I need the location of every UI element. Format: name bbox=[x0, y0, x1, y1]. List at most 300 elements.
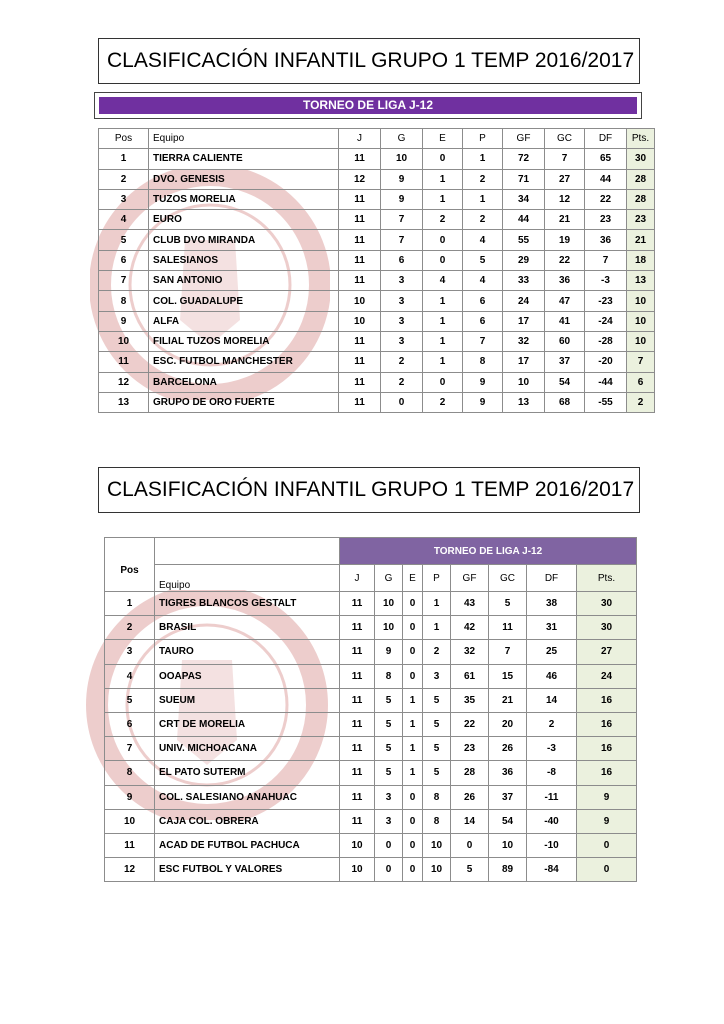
table-cell: -3 bbox=[585, 271, 627, 291]
table-row bbox=[105, 616, 637, 640]
table-cell: 16 bbox=[577, 688, 637, 712]
table-cell: 2 bbox=[463, 169, 503, 189]
table-cell: 54 bbox=[489, 809, 527, 833]
table-cell: 32 bbox=[503, 331, 545, 351]
col-header-gc: GC bbox=[545, 129, 585, 149]
table-cell: 0 bbox=[451, 833, 489, 857]
table-cell: 5 bbox=[423, 712, 451, 736]
table-cell: 5 bbox=[489, 592, 527, 616]
table-cell: 4 bbox=[423, 271, 463, 291]
table-cell: TAURO bbox=[155, 640, 340, 664]
table-cell: 22 bbox=[585, 189, 627, 209]
table-cell: 1 bbox=[423, 616, 451, 640]
table-cell: 0 bbox=[375, 833, 403, 857]
table-cell: 24 bbox=[577, 664, 637, 688]
table1-header-row bbox=[99, 129, 655, 149]
table-cell: 28 bbox=[627, 169, 655, 189]
table-cell: 0 bbox=[403, 833, 423, 857]
table-cell: 2 bbox=[423, 392, 463, 412]
table-cell: 11 bbox=[340, 664, 375, 688]
table-cell: 19 bbox=[545, 230, 585, 250]
table-cell: -10 bbox=[527, 833, 577, 857]
table-cell: 25 bbox=[527, 640, 577, 664]
table-row bbox=[99, 271, 655, 291]
table-cell: 0 bbox=[403, 785, 423, 809]
col-header-pts: Pts. bbox=[627, 129, 655, 149]
table-cell: 10 bbox=[340, 833, 375, 857]
table-cell: 5 bbox=[375, 761, 403, 785]
col-header-j: J bbox=[339, 129, 381, 149]
table-cell: 11 bbox=[340, 616, 375, 640]
table-cell: -44 bbox=[585, 372, 627, 392]
table-cell: 3 bbox=[381, 291, 423, 311]
col-header-pos-2 bbox=[105, 538, 155, 592]
table-cell: 54 bbox=[545, 372, 585, 392]
table-cell: 0 bbox=[403, 858, 423, 882]
page-title-2: CLASIFICACIÓN INFANTIL GRUPO 1 TEMP 2016/2017 bbox=[98, 467, 640, 513]
table-cell: 5 bbox=[105, 688, 155, 712]
table-cell: EL PATO SUTERM bbox=[155, 761, 340, 785]
table-cell: 35 bbox=[451, 688, 489, 712]
table-cell: 11 bbox=[339, 149, 381, 169]
table-cell: 30 bbox=[577, 616, 637, 640]
table-cell: 2 bbox=[463, 210, 503, 230]
table-cell: 10 bbox=[627, 331, 655, 351]
table-cell: 10 bbox=[340, 858, 375, 882]
table-cell: 1 bbox=[463, 189, 503, 209]
table1-header-band bbox=[94, 92, 642, 119]
table-row bbox=[105, 809, 637, 833]
table-cell: 27 bbox=[545, 169, 585, 189]
table-cell: 11 bbox=[339, 352, 381, 372]
table-cell: -28 bbox=[585, 331, 627, 351]
table-cell: 15 bbox=[489, 664, 527, 688]
table-cell: 5 bbox=[423, 688, 451, 712]
table-row bbox=[99, 392, 655, 412]
table-cell: 44 bbox=[503, 210, 545, 230]
col-header-gc-2: GC bbox=[489, 565, 527, 592]
table-cell: 42 bbox=[451, 616, 489, 640]
table-cell: 0 bbox=[381, 392, 423, 412]
col-header-pos: Pos bbox=[99, 129, 149, 149]
table-cell: 13 bbox=[503, 392, 545, 412]
table-cell: DVO. GENESIS bbox=[149, 169, 339, 189]
col-header-gf: GF bbox=[503, 129, 545, 149]
table-cell: 0 bbox=[403, 809, 423, 833]
table-cell: -8 bbox=[527, 761, 577, 785]
col-header-pos-2-label: Pos bbox=[120, 565, 139, 576]
table-cell: 4 bbox=[463, 271, 503, 291]
table-cell: 7 bbox=[99, 271, 149, 291]
table-cell: 43 bbox=[451, 592, 489, 616]
table-cell: 12 bbox=[99, 372, 149, 392]
table-cell: 10 bbox=[375, 616, 403, 640]
table2-band-label: TORNEO DE LIGA J-12 bbox=[340, 538, 637, 565]
table-cell: -40 bbox=[527, 809, 577, 833]
table-cell: 1 bbox=[423, 331, 463, 351]
table-cell: 7 bbox=[545, 149, 585, 169]
table-cell: 6 bbox=[627, 372, 655, 392]
table-cell: CAJA COL. OBRERA bbox=[155, 809, 340, 833]
table-row bbox=[105, 592, 637, 616]
table-cell: 0 bbox=[577, 833, 637, 857]
table-cell: 21 bbox=[545, 210, 585, 230]
standings-table-2 bbox=[104, 537, 637, 882]
col-header-team: Equipo bbox=[149, 129, 339, 149]
table-cell: 11 bbox=[105, 833, 155, 857]
table-cell: 47 bbox=[545, 291, 585, 311]
table-cell: -24 bbox=[585, 311, 627, 331]
table-cell: 71 bbox=[503, 169, 545, 189]
table-cell: 10 bbox=[381, 149, 423, 169]
table-cell: 38 bbox=[527, 592, 577, 616]
table-cell: BRASIL bbox=[155, 616, 340, 640]
table-row bbox=[105, 785, 637, 809]
table-cell: 9 bbox=[381, 189, 423, 209]
table-cell: 33 bbox=[503, 271, 545, 291]
table-cell: 16 bbox=[577, 712, 637, 736]
table-cell: 2 bbox=[527, 712, 577, 736]
table-cell: FILIAL TUZOS MORELIA bbox=[149, 331, 339, 351]
table-cell: 16 bbox=[577, 737, 637, 761]
table-cell: 17 bbox=[503, 352, 545, 372]
table-cell: 30 bbox=[577, 592, 637, 616]
table-cell: 10 bbox=[99, 331, 149, 351]
table-cell: SUEUM bbox=[155, 688, 340, 712]
table-cell: 30 bbox=[627, 149, 655, 169]
table-row bbox=[99, 250, 655, 270]
table2-band-row bbox=[105, 538, 637, 565]
table-cell: 16 bbox=[577, 761, 637, 785]
table-cell: 0 bbox=[423, 372, 463, 392]
table-row bbox=[99, 311, 655, 331]
table-cell: 26 bbox=[489, 737, 527, 761]
table-cell: 5 bbox=[375, 688, 403, 712]
table-cell: 36 bbox=[489, 761, 527, 785]
table-cell: CRT DE MORELIA bbox=[155, 712, 340, 736]
col-header-g: G bbox=[381, 129, 423, 149]
table-cell: 34 bbox=[503, 189, 545, 209]
table-cell: 9 bbox=[105, 785, 155, 809]
table-cell: 5 bbox=[375, 712, 403, 736]
table-cell: 1 bbox=[423, 352, 463, 372]
table-cell: GRUPO DE ORO FUERTE bbox=[149, 392, 339, 412]
table-cell: 2 bbox=[105, 616, 155, 640]
table-cell: 3 bbox=[105, 640, 155, 664]
table-cell: TIGRES BLANCOS GESTALT bbox=[155, 592, 340, 616]
table-cell: 11 bbox=[340, 592, 375, 616]
table-cell: 27 bbox=[577, 640, 637, 664]
table-cell: 7 bbox=[105, 737, 155, 761]
table-cell: SALESIANOS bbox=[149, 250, 339, 270]
col-header-e: E bbox=[423, 129, 463, 149]
table-cell: 2 bbox=[99, 169, 149, 189]
table-cell: 10 bbox=[489, 833, 527, 857]
table-cell: 9 bbox=[577, 785, 637, 809]
table-cell: 7 bbox=[489, 640, 527, 664]
table-cell: -84 bbox=[527, 858, 577, 882]
table-cell: 11 bbox=[489, 616, 527, 640]
table-cell: 23 bbox=[451, 737, 489, 761]
col-header-e-2: E bbox=[403, 565, 423, 592]
table-cell: 1 bbox=[423, 311, 463, 331]
table-cell: OOAPAS bbox=[155, 664, 340, 688]
table-cell: ESC. FUTBOL MANCHESTER bbox=[149, 352, 339, 372]
col-header-pts-2: Pts. bbox=[577, 565, 637, 592]
table-cell: 3 bbox=[381, 311, 423, 331]
table-row bbox=[105, 712, 637, 736]
table-cell: 20 bbox=[489, 712, 527, 736]
table-cell: 7 bbox=[463, 331, 503, 351]
table-cell: 13 bbox=[627, 271, 655, 291]
table-cell: 23 bbox=[585, 210, 627, 230]
table-row bbox=[99, 149, 655, 169]
table-cell: 9 bbox=[375, 640, 403, 664]
table-cell: 2 bbox=[381, 372, 423, 392]
table-cell: 8 bbox=[423, 785, 451, 809]
standings-table-1 bbox=[98, 128, 655, 413]
table-cell: 11 bbox=[339, 230, 381, 250]
table-cell: ESC FUTBOL Y VALORES bbox=[155, 858, 340, 882]
col-header-df-2: DF bbox=[527, 565, 577, 592]
table-cell: 1 bbox=[403, 761, 423, 785]
table-row bbox=[99, 230, 655, 250]
table-cell: 0 bbox=[403, 616, 423, 640]
table-cell: 18 bbox=[627, 250, 655, 270]
table-cell: 11 bbox=[340, 688, 375, 712]
table-cell: -55 bbox=[585, 392, 627, 412]
table1-band-label: TORNEO DE LIGA J-12 bbox=[99, 97, 637, 114]
table-cell: 0 bbox=[423, 230, 463, 250]
table-row bbox=[105, 737, 637, 761]
table-cell: EURO bbox=[149, 210, 339, 230]
table-cell: 0 bbox=[403, 664, 423, 688]
table-cell: TIERRA CALIENTE bbox=[149, 149, 339, 169]
table-cell: 46 bbox=[527, 664, 577, 688]
table-cell: 11 bbox=[339, 189, 381, 209]
table-row bbox=[105, 761, 637, 785]
table-cell: -11 bbox=[527, 785, 577, 809]
table-cell: 1 bbox=[463, 149, 503, 169]
table-cell: 2 bbox=[627, 392, 655, 412]
table-cell: TUZOS MORELIA bbox=[149, 189, 339, 209]
table-row bbox=[99, 210, 655, 230]
table-cell: 14 bbox=[527, 688, 577, 712]
table-cell: 1 bbox=[105, 592, 155, 616]
table-cell: 5 bbox=[375, 737, 403, 761]
table-cell: 11 bbox=[99, 352, 149, 372]
table-cell: 55 bbox=[503, 230, 545, 250]
table-cell: ALFA bbox=[149, 311, 339, 331]
table-cell: 3 bbox=[423, 664, 451, 688]
table-cell: 4 bbox=[105, 664, 155, 688]
table-cell: 5 bbox=[99, 230, 149, 250]
table-cell: 11 bbox=[340, 712, 375, 736]
table-cell: 9 bbox=[381, 169, 423, 189]
table-cell: 0 bbox=[423, 149, 463, 169]
table-cell: 8 bbox=[463, 352, 503, 372]
table-cell: 11 bbox=[339, 271, 381, 291]
table-cell: 36 bbox=[585, 230, 627, 250]
table-cell: 0 bbox=[403, 592, 423, 616]
col-header-j-2: J bbox=[340, 565, 375, 592]
table-cell: 37 bbox=[489, 785, 527, 809]
table-cell: 9 bbox=[99, 311, 149, 331]
table-row bbox=[99, 189, 655, 209]
table-cell: 0 bbox=[577, 858, 637, 882]
table-row bbox=[105, 640, 637, 664]
table-cell: ACAD DE FUTBOL PACHUCA bbox=[155, 833, 340, 857]
table-cell: 11 bbox=[340, 761, 375, 785]
table2-header-row bbox=[105, 565, 637, 592]
table-cell: 2 bbox=[381, 352, 423, 372]
table-cell: 28 bbox=[451, 761, 489, 785]
table-cell: 31 bbox=[527, 616, 577, 640]
table-cell: 11 bbox=[340, 737, 375, 761]
table-cell: UNIV. MICHOACANA bbox=[155, 737, 340, 761]
table-cell: 1 bbox=[99, 149, 149, 169]
table-cell: 44 bbox=[585, 169, 627, 189]
table-cell: 1 bbox=[423, 189, 463, 209]
table-cell: 11 bbox=[339, 392, 381, 412]
table-cell: 26 bbox=[451, 785, 489, 809]
table-cell: 14 bbox=[451, 809, 489, 833]
table-cell: 41 bbox=[545, 311, 585, 331]
table-cell: 72 bbox=[503, 149, 545, 169]
table-cell: 11 bbox=[339, 331, 381, 351]
table-cell: 7 bbox=[627, 352, 655, 372]
table-cell: 6 bbox=[463, 291, 503, 311]
table-cell: 11 bbox=[340, 640, 375, 664]
table-cell: 4 bbox=[99, 210, 149, 230]
table-row bbox=[99, 372, 655, 392]
table-cell: 1 bbox=[423, 592, 451, 616]
table-cell: 3 bbox=[381, 271, 423, 291]
table-cell: 9 bbox=[463, 392, 503, 412]
table-cell: 10 bbox=[627, 291, 655, 311]
table-cell: 9 bbox=[577, 809, 637, 833]
table-cell: 7 bbox=[381, 230, 423, 250]
table-cell: 65 bbox=[585, 149, 627, 169]
col-header-gf-2: GF bbox=[451, 565, 489, 592]
table-cell: 11 bbox=[339, 372, 381, 392]
table-cell: 3 bbox=[381, 331, 423, 351]
table-cell: 10 bbox=[339, 291, 381, 311]
table-cell: 36 bbox=[545, 271, 585, 291]
table-cell: 10 bbox=[423, 833, 451, 857]
table-cell: 0 bbox=[375, 858, 403, 882]
table-cell: 0 bbox=[403, 640, 423, 664]
table-cell: 1 bbox=[403, 712, 423, 736]
table-cell: -23 bbox=[585, 291, 627, 311]
table-row bbox=[105, 833, 637, 857]
table-cell: BARCELONA bbox=[149, 372, 339, 392]
table-cell: 5 bbox=[423, 761, 451, 785]
table-cell: 21 bbox=[489, 688, 527, 712]
table-cell: 10 bbox=[105, 809, 155, 833]
table-cell: 6 bbox=[381, 250, 423, 270]
table-cell: COL. SALESIANO ANAHUAC bbox=[155, 785, 340, 809]
table-cell: 22 bbox=[451, 712, 489, 736]
table-cell: 12 bbox=[339, 169, 381, 189]
table-row bbox=[105, 688, 637, 712]
table-cell: 7 bbox=[381, 210, 423, 230]
table-cell: 2 bbox=[423, 640, 451, 664]
table-cell: 29 bbox=[503, 250, 545, 270]
table-cell: 13 bbox=[99, 392, 149, 412]
table-cell: 23 bbox=[627, 210, 655, 230]
col-header-df: DF bbox=[585, 129, 627, 149]
col-header-p-2: P bbox=[423, 565, 451, 592]
table-cell: 10 bbox=[423, 858, 451, 882]
col-header-team-2: Equipo bbox=[155, 565, 340, 592]
table-row bbox=[99, 291, 655, 311]
table-cell: 68 bbox=[545, 392, 585, 412]
table-cell: 60 bbox=[545, 331, 585, 351]
table-cell: 6 bbox=[463, 311, 503, 331]
table-cell: COL. GUADALUPE bbox=[149, 291, 339, 311]
table-cell: 12 bbox=[105, 858, 155, 882]
table-cell: 5 bbox=[463, 250, 503, 270]
table-row bbox=[105, 664, 637, 688]
table-cell: 4 bbox=[463, 230, 503, 250]
col-header-p: P bbox=[463, 129, 503, 149]
table-cell: 3 bbox=[99, 189, 149, 209]
table-cell: 10 bbox=[339, 311, 381, 331]
table-cell: 9 bbox=[463, 372, 503, 392]
table-row bbox=[99, 352, 655, 372]
table-cell: 6 bbox=[105, 712, 155, 736]
page-title-1: CLASIFICACIÓN INFANTIL GRUPO 1 TEMP 2016/2017 bbox=[98, 38, 640, 84]
table-cell: 17 bbox=[503, 311, 545, 331]
table-row bbox=[99, 169, 655, 189]
table-cell: CLUB DVO MIRANDA bbox=[149, 230, 339, 250]
table-cell: 2 bbox=[423, 210, 463, 230]
table-cell: -20 bbox=[585, 352, 627, 372]
table-cell: 22 bbox=[545, 250, 585, 270]
table-cell: 1 bbox=[403, 688, 423, 712]
table-cell: SAN ANTONIO bbox=[149, 271, 339, 291]
table-cell: -3 bbox=[527, 737, 577, 761]
table-cell: 37 bbox=[545, 352, 585, 372]
table-cell: 10 bbox=[627, 311, 655, 331]
table-cell: 8 bbox=[105, 761, 155, 785]
table-cell: 12 bbox=[545, 189, 585, 209]
table-cell: 1 bbox=[423, 291, 463, 311]
table-cell: 28 bbox=[627, 189, 655, 209]
table-cell: 11 bbox=[339, 210, 381, 230]
table-cell: 6 bbox=[99, 250, 149, 270]
table-cell: 5 bbox=[423, 737, 451, 761]
table-cell: 24 bbox=[503, 291, 545, 311]
table-cell: 10 bbox=[375, 592, 403, 616]
table-cell: 3 bbox=[375, 809, 403, 833]
table-row bbox=[99, 331, 655, 351]
table-cell: 8 bbox=[423, 809, 451, 833]
table-cell: 32 bbox=[451, 640, 489, 664]
table-cell: 11 bbox=[340, 809, 375, 833]
table-cell: 10 bbox=[503, 372, 545, 392]
table-cell: 0 bbox=[423, 250, 463, 270]
table-cell: 8 bbox=[375, 664, 403, 688]
table-cell: 1 bbox=[423, 169, 463, 189]
table-cell: 89 bbox=[489, 858, 527, 882]
table-cell: 61 bbox=[451, 664, 489, 688]
table-row bbox=[105, 858, 637, 882]
table-cell: 3 bbox=[375, 785, 403, 809]
table2-band-spacer bbox=[155, 538, 340, 565]
table-cell: 1 bbox=[403, 737, 423, 761]
